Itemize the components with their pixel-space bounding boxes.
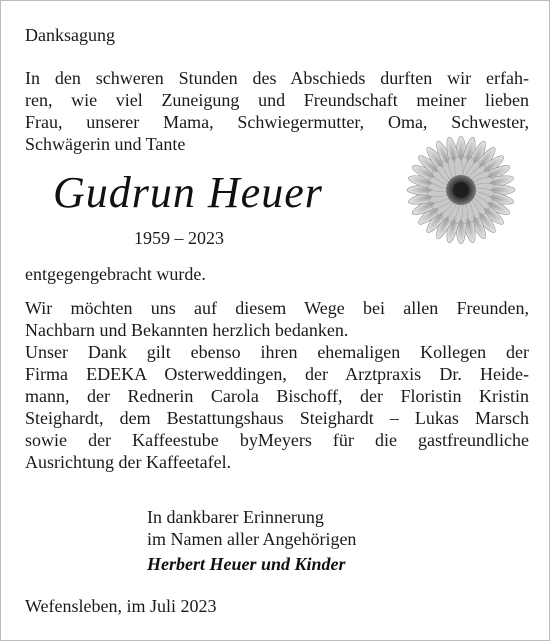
intro-line: ren, wie viel Zuneigung und Freundschaft meiner lieben [25,90,529,110]
thanks-line: Steighardt, dem Bestattungshaus Steighardt – Lukas Marsch [25,408,529,428]
closing-line-remembrance: In dankbarer Erinnerung [147,507,324,527]
life-dates: 1959 – 2023 [134,228,224,248]
place-and-date: Wefensleben, im Juli 2023 [25,596,217,616]
deceased-name: Gudrun Heuer [53,168,323,217]
thanks-line: Firma EDEKA Osterweddingen, der Arztpraxis Dr. Heide- [25,364,529,384]
thanks-line: Nachbarn und Bekannten herzlich bedanken. [25,320,349,340]
intro-line: In den schweren Stunden des Abschieds durften wir erfah- [25,68,529,88]
intro-line: Frau, unserer Mama, Schwiegermutter, Oma, Schwester, [25,112,529,132]
closing-line-relatives: im Namen aller Angehörigen [147,529,357,549]
thanks-paragraph [25,297,529,473]
thanks-line: Wir möchten uns auf diesem Wege bei allen Freunden, [25,298,529,318]
thanks-line: mann, der Rednerin Carola Bischoff, der Floristin Kristin [25,386,529,406]
thanks-line: Ausrichtung der Kaffeetafel. [25,452,232,472]
signature: Herbert Heuer und Kinder [147,554,346,574]
intro-continued: entgegengebracht wurde. [25,264,206,284]
thanks-line: Unser Dank gilt ebenso ihren ehemaligen Kollegen der [25,342,529,362]
intro-line: Schwägerin und Tante [25,134,186,154]
gerbera-flower-image [399,132,523,248]
thanks-line: sowie der Kaffeestube byMeyers für die gastfreundliche [25,430,529,450]
notice-heading: Danksagung [25,25,115,45]
